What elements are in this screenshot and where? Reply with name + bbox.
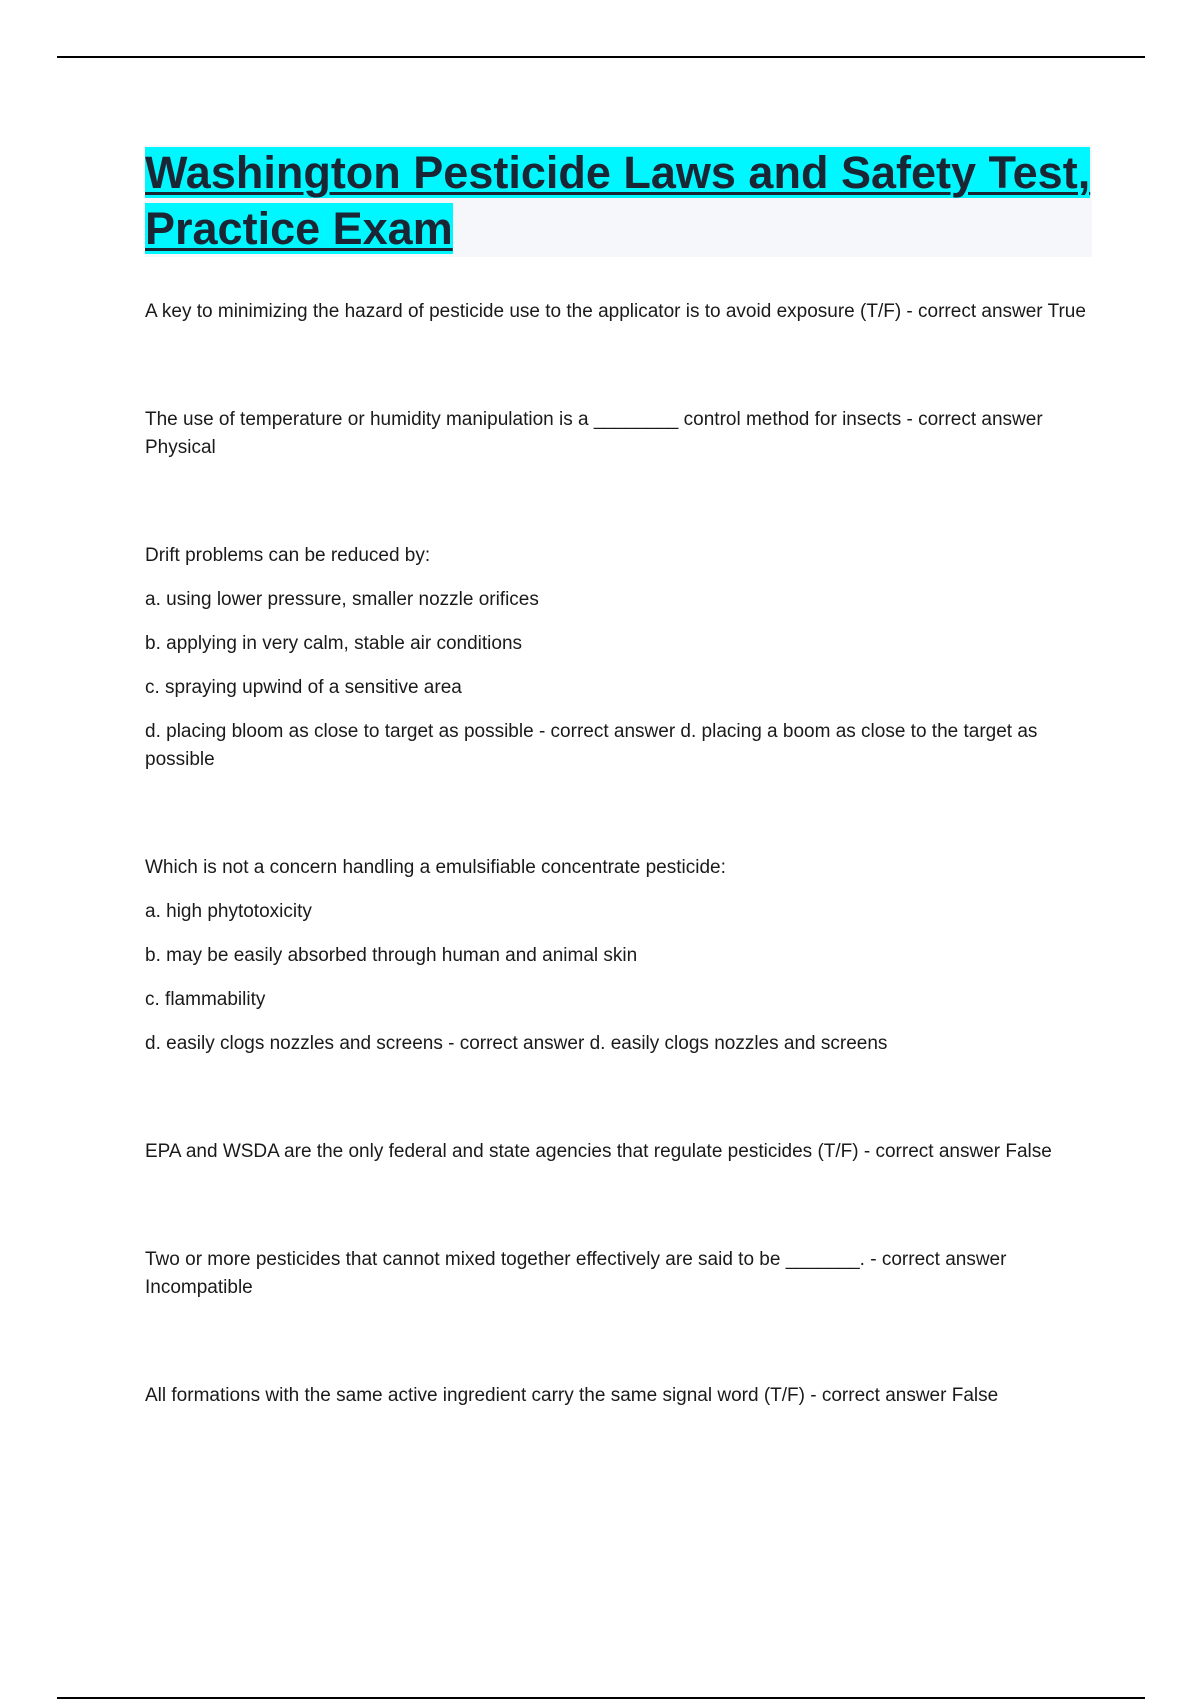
question-4-option-a: a. high phytotoxicity: [145, 901, 312, 922]
question-2: The use of temperature or humidity manipulation is a ________ control method for insects - correct answer Physical: [145, 409, 1043, 458]
title-box: [145, 145, 1092, 257]
document-title: [145, 145, 1092, 257]
question-5: EPA and WSDA are the only federal and state agencies that regulate pesticides (T/F) - correct answer False: [145, 1141, 1052, 1162]
question-3-option-d: d. placing bloom as close to target as possible - correct answer d. placing a boom as close to the target as possible: [145, 721, 1038, 770]
question-3-option-a: a. using lower pressure, smaller nozzle orifices: [145, 589, 539, 610]
question-4-option-d: d. easily clogs nozzles and screens - correct answer d. easily clogs nozzles and screens: [145, 1033, 888, 1054]
question-4-option-c: c. flammability: [145, 989, 266, 1010]
question-3: Drift problems can be reduced by:: [145, 545, 431, 566]
question-3-option-b: b. applying in very calm, stable air conditions: [145, 633, 523, 654]
question-1: A key to minimizing the hazard of pesticide use to the applicator is to avoid exposure (T/F) - correct answer True: [145, 301, 1086, 322]
bottom-rule: [57, 1697, 1145, 1699]
top-rule: [57, 56, 1145, 58]
question-4: Which is not a concern handling a emulsifiable concentrate pesticide:: [145, 857, 726, 878]
question-3-option-c: c. spraying upwind of a sensitive area: [145, 677, 462, 698]
question-4-option-b: b. may be easily absorbed through human and animal skin: [145, 945, 638, 966]
question-7: All formations with the same active ingredient carry the same signal word (T/F) - correct answer False: [145, 1385, 999, 1406]
title-highlight: Washington Pesticide Laws and Safety Test, Practice Exam: [145, 147, 1091, 254]
question-list: [145, 298, 1095, 1410]
question-6: Two or more pesticides that cannot mixed together effectively are said to be _______. - correct answer Incompatible: [145, 1249, 1007, 1298]
